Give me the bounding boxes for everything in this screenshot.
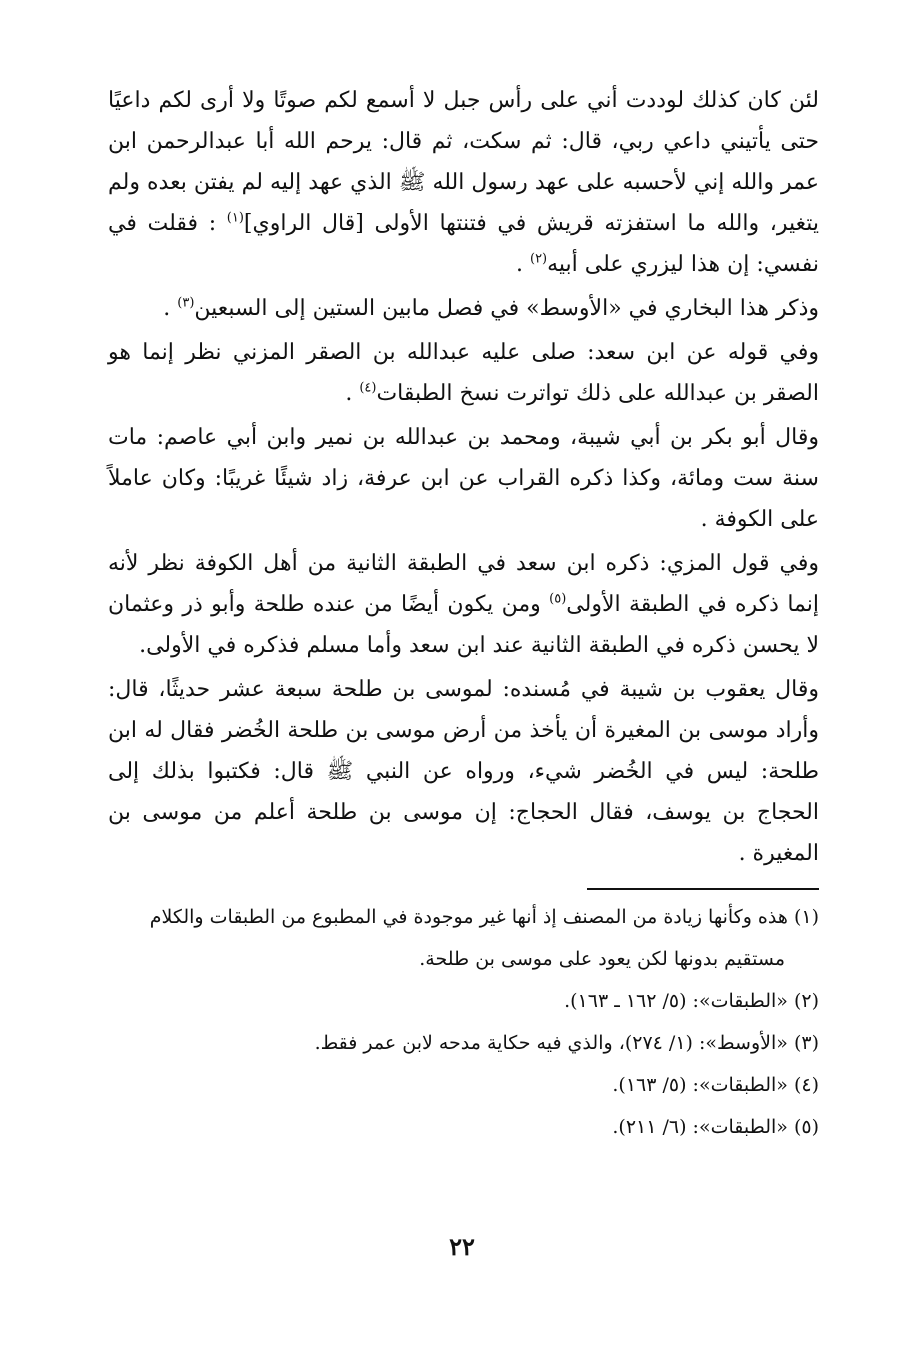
footnote-4: (٤) «الطبقات»: (٥/ ١٦٣). bbox=[612, 1074, 819, 1096]
footnote-ref-1[interactable]: (١) bbox=[226, 210, 244, 226]
footnote-ref-2[interactable]: (٢) bbox=[529, 251, 548, 267]
footnote-2: (٢) «الطبقات»: (٥/ ١٦٢ ـ ١٦٣). bbox=[564, 990, 819, 1012]
paragraph-2: وذكر هذا البخاري في «الأوسط» في فصل مابين الستين إلى السبعين$^{(٣)}$ . bbox=[163, 295, 819, 321]
footnote-5: (٥) «الطبقات»: (٦/ ٢١١). bbox=[612, 1116, 819, 1138]
footnote-1: (١) هذه وكأنها زيادة من المصنف إذ أنها غير موجودة في المطبوع من الطبقات والكلام مستقيم بدونها لكن يعود على موسى بن طلحة. bbox=[149, 906, 819, 970]
main-text bbox=[108, 80, 819, 874]
footnotes bbox=[108, 902, 819, 1142]
paragraph-5: وفي قول المزي: ذكره ابن سعد في الطبقة الثانية من أهل الكوفة نظر لأنه إنما ذكره في الطبقة الأولى$^{(٥)}$ ومن يكون أيضًا من عنده طلحة وأبو ذر وعثمان لا يحسن ذكره في الطبقة الثانية عند ابن سعد وأما مسلم فذكره في الأولى. bbox=[108, 551, 819, 658]
footnote-ref-3[interactable]: (٣) bbox=[177, 295, 195, 311]
paragraph-4: وقال أبو بكر بن أبي شيبة، ومحمد بن عبدالله بن نمير وابن أبي عاصم: مات سنة ست ومائة، وكذا ذكره القراب عن ابن عرفة، زاد شيئًا غريبًا: وكان عاملاً على الكوفة . bbox=[108, 425, 819, 532]
paragraph-6: وقال يعقوب بن شيبة في مُسنده: لموسى بن طلحة سبعة عشر حديثًا، قال: وأراد موسى بن المغيرة أن يأخذ من أرض موسى بن طلحة الخُضر فقال له ابن طلحة: ليس في الخُضر شيء، ورواه عن النبي ﷺ قال: فكتبوا بذلك إلى الحجاج بن يوسف، فقال الحجاج: إن موسى بن طلحة أعلم من موسى بن المغيرة . bbox=[108, 677, 819, 866]
paragraph-1: لئن كان كذلك لوددت أني على رأس جبل لا أسمع لكم صوتًا ولا أرى لكم داعيًا حتى يأتيني داعي ربي، قال: ثم سكت، ثم قال: يرحم الله أبا عبدالرحمن ابن عمر والله إني لأحسبه على عهد رسول الله ﷺ الذي عهد إليه لم يفتن بعده ولم يتغير، والله ما استفزته قريش في فتنتها الأولى [قال الراوي]$^{(١)}$ : فقلت في نفسي: إن هذا ليزري على أبيه$^{(٢)}$ . bbox=[108, 88, 819, 277]
footnote-3: (٣) «الأوسط»: (١/ ٢٧٤)، والذي فيه حكاية مدحه لابن عمر فقط. bbox=[314, 1032, 819, 1054]
footnote-ref-5[interactable]: (٥) bbox=[549, 591, 567, 607]
footnote-divider bbox=[587, 888, 819, 890]
paragraph-3: وفي قوله عن ابن سعد: صلى عليه عبدالله بن الصقر المزني نظر إنما هو الصقر بن عبدالله على ذلك تواترت نسخ الطبقات$^{(٤)}$ . bbox=[108, 340, 819, 406]
page-number: ٢٢ bbox=[449, 1232, 475, 1261]
footnote-ref-4[interactable]: (٤) bbox=[359, 380, 377, 396]
